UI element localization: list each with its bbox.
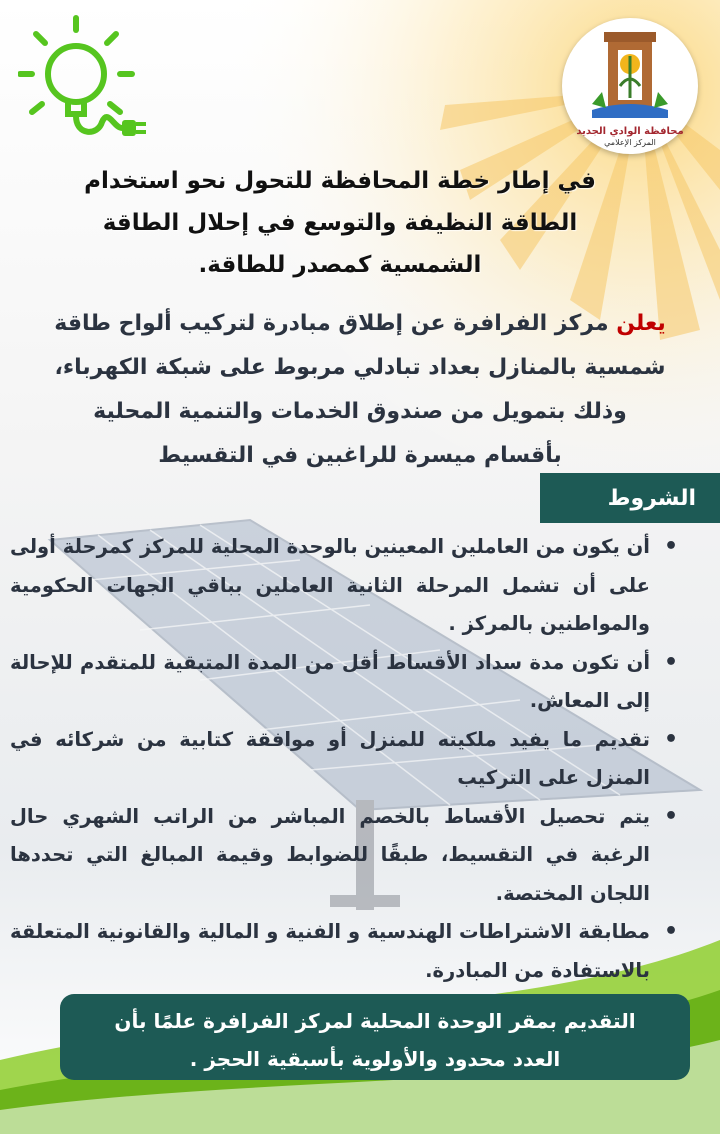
- title-line: الطاقة النظيفة والتوسع في إحلال الطاقة: [102, 210, 578, 236]
- application-notice: [60, 994, 690, 1080]
- conditions-header: الشروط: [540, 473, 720, 523]
- lightbulb-plug-icon: [18, 12, 158, 152]
- announcement-line: شمسية بالمنازل بعداد تبادلي مربوط على شبكة الكهرباء،: [54, 355, 666, 380]
- conditions-list: [10, 528, 676, 990]
- title-line: في إطار خطة المحافظة للتحول نحو استخدام: [84, 168, 596, 194]
- condition-item: • أن تكون مدة سداد الأقساط أقل من المدة المتبقية للمتقدم للإحالة إلى المعاش.: [10, 644, 650, 721]
- condition-item: • مطابقة الاشتراطات الهندسية و الفنية و المالية والقانونية المتعلقة بالاستفادة من المبادرة.: [10, 913, 650, 990]
- notice-line: التقديم بمقر الوحدة المحلية لمركز الفرافرة علمًا بأن: [114, 1009, 636, 1033]
- announcement-text: [20, 302, 700, 478]
- logo-title: محافظة الوادي الجديد: [576, 126, 684, 137]
- condition-item: • تقديم ما يفيد ملكيته للمنزل أو موافقة كتابية من شركائه في المنزل على التركيب: [10, 721, 650, 798]
- announcement-line: وذلك بتمويل من صندوق الخدمات والتنمية المحلية: [93, 399, 627, 424]
- governorate-logo: [562, 18, 698, 154]
- title-line: الشمسية كمصدر للطاقة.: [198, 252, 482, 278]
- announcement-line: بأقسام ميسرة للراغبين في التقسيط: [158, 443, 562, 468]
- condition-item: • يتم تحصيل الأقساط بالخصم المباشر من الراتب الشهري حال الرغبة في التقسيط، طبقًا للضوابط وقيمة المبالغ التي تحددها اللجان المختصة.: [10, 798, 650, 914]
- logo-subtitle: المركز الإعلامي: [604, 138, 656, 147]
- announcement-line: مركز الفرافرة عن إطلاق مبادرة لتركيب ألواح طاقة: [54, 311, 617, 336]
- page-title: [60, 160, 620, 286]
- notice-line: العدد محدود والأولوية بأسبقية الحجز .: [189, 1047, 561, 1071]
- announcement-highlight: يعلن: [616, 311, 666, 336]
- condition-item: • أن يكون من العاملين المعينين بالوحدة المحلية للمركز كمرحلة أولى على أن تشمل المرحلة الثانية العاملين بباقي الجهات الحكومية والمواطنين بالمركز .: [10, 528, 650, 644]
